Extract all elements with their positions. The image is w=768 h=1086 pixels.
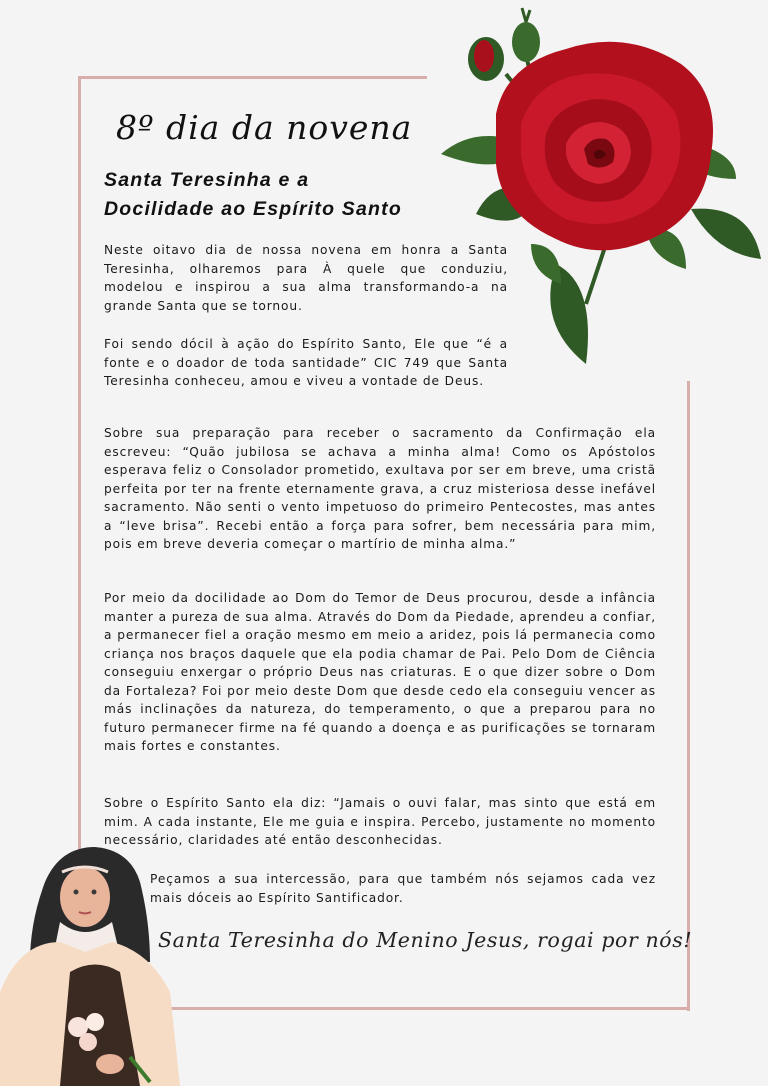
paragraph-holy-spirit-quote: Sobre o Espírito Santo ela diz: “Jamais o ouvi falar, mas sinto que está em mim. A cada instante, Ele me guia e inspira. Percebo, justamente no momento necessário, claridades até então desconhecidas. (104, 796, 656, 847)
paragraph-confirmation: Sobre sua preparação para receber o sacramento da Confirmação ela escreveu: “Quão jubilosa se achava a minha alma! Como os Apóstolos esperava feliz o Consolador prometido, exultava por ser em breve, uma cristã perfeita por ter na frente eternamente grava, a cruz misteriosa desse inefável sacramento. Não senti o vento impetuoso do primeiro Pentecostes, mas antes a “leve brisa”. Recebi então a força para sofrer, bem necessária para mim, pois em breve deveria começar o martírio de minha alma.” (104, 426, 656, 551)
closing-prayer: Santa Teresinha do Menino Jesus, rogai por nós! (158, 928, 693, 952)
face (60, 867, 110, 927)
frame-border-right (687, 381, 690, 1011)
saint-portrait (0, 842, 185, 1086)
page-subtitle (104, 166, 402, 224)
green-bud (512, 22, 540, 62)
paragraph-intercession: Peçamos a sua intercessão, para que também nós sejamos cada vez mais dóceis ao Espírito Santificador. (150, 872, 656, 905)
leaf (691, 209, 761, 259)
page-title: 8º dia da novena (116, 108, 413, 147)
rose-illustration (436, 4, 762, 366)
paragraph-gifts: Por meio da docilidade ao Dom do Temor de Deus procurou, desde a infância manter a pureza de sua alma. Através do Dom da Piedade, aprendeu a confiar, a permanecer fiel a oração mesmo em meio a aridez, pois lá permanecia como criança nos braços daquele que ela podia chamar de Pai. Pelo Dom de Ciência conseguiu enxergar o próprio Deus nas criaturas. E o que dizer sobre o Dom da Fortaleza? Foi por meio deste Dom que desde cedo ela conseguiu vencer as más inclinações da natureza, do temperamento, o que a preparou para no futuro permanecer firme na fé quando a doença e as purificações se tornaram mais fortes e constantes. (104, 591, 656, 753)
subtitle-line-2: Docilidade ao Espírito Santo (104, 198, 402, 220)
paragraph-docility: Foi sendo dócil à ação do Espírito Santo, Ele que “é a fonte e o doador de toda santidade” CIC 749 que Santa Teresinha conheceu, amou e viveu a vontade de Deus. (104, 337, 508, 388)
frame-border-top (78, 76, 427, 79)
subtitle-line-1: Santa Teresinha e a (104, 169, 310, 191)
leaf (531, 244, 561, 284)
paragraph-intro: Neste oitavo dia de nossa novena em honra a Santa Teresinha, olharemos para À quele que conduziu, modelou e inspirou a sua alma transformando-a na grande Santa que se tornou. (104, 243, 508, 313)
